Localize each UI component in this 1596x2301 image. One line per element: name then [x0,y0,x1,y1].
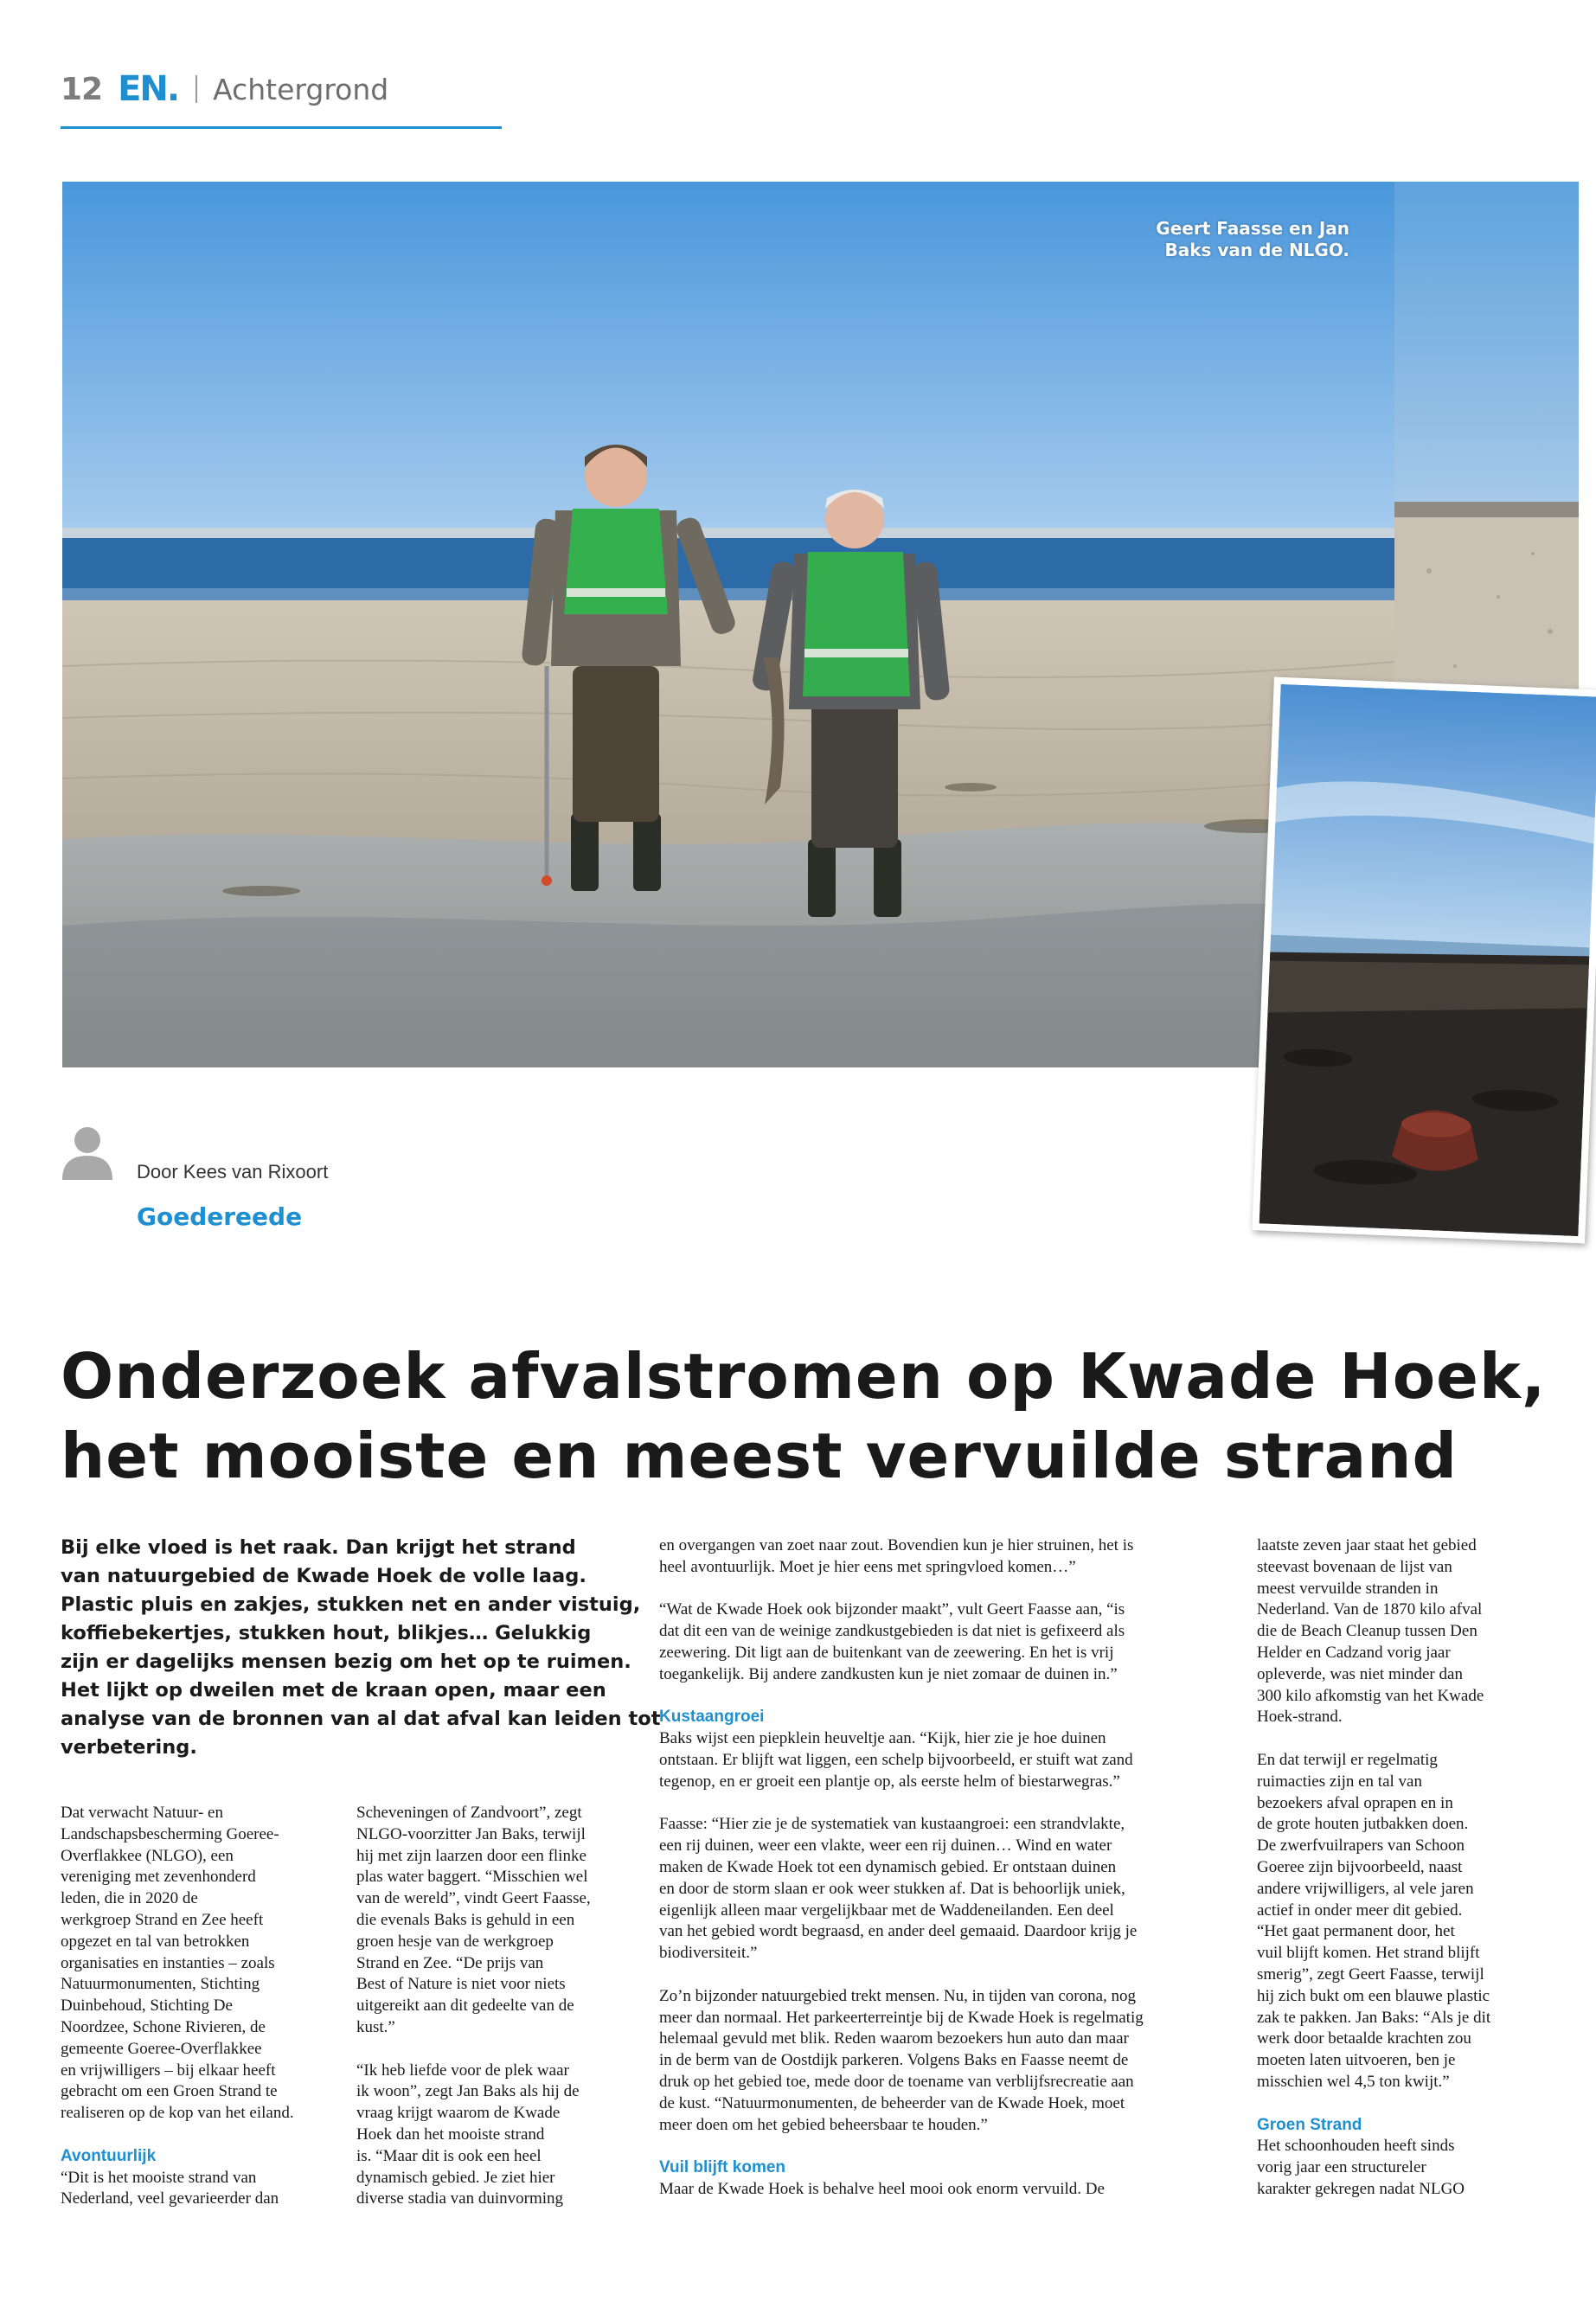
body-line: en vrijwilligers – bij elkaar heeft [61,2061,276,2080]
body-line: ik woon”, zegt Jan Baks als hij de [356,2082,580,2101]
body-line: toegankelijk. Bij andere zandkusten kun je niet zomaar de duinen in.” [659,1664,1118,1683]
inset-photo [1252,677,1596,1244]
paragraph-gap [659,1579,1230,1600]
body-line: meest vervuilde stranden in [1257,1579,1439,1598]
body-line: misschien wel 4,5 ton kwijt.” [1257,2072,1450,2091]
body-line: Scheveningen of Zandvoort”, zegt [356,1804,582,1822]
body-line: vorig jaar een structureler [1257,2158,1426,2177]
body-line: Natuurmonumenten, Stichting [61,1975,260,1994]
body-line: bezoekers afval oprapen en in [1257,1793,1453,1812]
body-line: hij zich bukt om een blauwe plastic [1257,1986,1490,2005]
side-photo [1394,182,1579,709]
body-line: opgezet en tal van betrokken [61,1932,250,1951]
body-line: andere vrijwilligers, al vele jaren [1257,1879,1474,1898]
photo-caption [1073,218,1349,261]
body-line: Nederland, veel gevarieerder dan [61,2189,279,2208]
body-line: Landschapsbescherming Goeree- [61,1824,279,1843]
author-avatar-icon [62,1125,112,1180]
body-line: Het schoonhouden heeft sinds [1257,2137,1455,2156]
body-line: “Het gaat permanent door, het [1257,1922,1455,1941]
body-line: plas water baggert. “Misschien wel [356,1868,588,1887]
paragraph-gap [356,2039,642,2061]
body-line: van de wereld”, vindt Geert Faasse, [356,1889,591,1908]
headline-line: het mooiste en meest vervuilde strand [61,1420,1458,1492]
intro-line: koffiebekertjes, stukken hout, blikjes… Gelukkig [61,1622,592,1644]
body-line: de grote houten jutbakken doen. [1257,1815,1469,1834]
body-line: gebracht om een Groen Strand te [61,2082,278,2101]
brand-logo: EN. [118,69,179,109]
body-line: laatste zeven jaar staat het gebied [1257,1536,1477,1554]
body-line: Overflakkee (NLGO), een [61,1846,234,1865]
body-line: Goeree zijn bijvoorbeeld, naast [1257,1857,1463,1876]
body-line: uitgereikt aan dit gedeelte van de [356,1997,574,2016]
body-line: in de berm van de Oostdijk parkeren. Volgens Baks en Faasse neemt de [659,2051,1129,2070]
intro-line: analyse van de bronnen van al dat afval kan leiden tot [61,1708,661,1730]
body-line: actief in onder meer dit gebied. [1257,1900,1463,1920]
body-column-2 [356,1803,642,2210]
intro-line: verbetering. [61,1736,197,1759]
body-column-3 [659,1535,1230,2201]
body-line: Maar de Kwade Hoek is behalve heel mooi ook enorm vervuild. De [659,2179,1105,2198]
subheading-vuil-blijft-komen: Vuil blijft komen [659,2158,786,2177]
body-line: van het gebied wordt begraasd, en ander deel gemaaid. Daardoor krijg je [659,1922,1138,1941]
body-line: die evenals Baks is gehuld in een [356,1910,575,1929]
intro-line: van natuurgebied de Kwade Hoek de volle laag. [61,1565,586,1587]
paragraph-gap [1257,2093,1551,2115]
body-line: Nederland. Van de 1870 kilo afval [1257,1600,1483,1619]
main-photo [62,182,1394,1067]
intro-line: zijn er dagelijks mensen bezig om het op te ruimen. [61,1650,631,1673]
paragraph-gap [1257,1728,1551,1750]
body-line: biodiversiteit.” [659,1944,758,1963]
body-line: hij met zijn laarzen door een flinke [356,1846,586,1865]
body-line: smerig”, zegt Geert Faasse, terwijl [1257,1965,1484,1984]
body-line: zeewering. Dit ligt aan de buitenkant van de zeewering. En het is vrij [659,1643,1114,1662]
body-line: Strand en Zee. “De prijs van [356,1953,544,1972]
intro-line: Het lijkt op dweilen met de kraan open, maar een [61,1679,606,1702]
body-line: organisaties en instanties – zoals [61,1953,275,1972]
body-line: groen hesje van de werkgroep [356,1932,554,1951]
body-line: maken de Kwade Hoek tot een dynamisch gebied. Er ontstaan duinen [659,1857,1117,1876]
intro-line: Bij elke vloed is het raak. Dan krijgt het strand [61,1536,576,1559]
body-line: ruimacties zijn en tal van [1257,1772,1422,1791]
page-number: 12 [61,71,103,107]
body-line: realiseren op de kop van het eiland. [61,2104,294,2123]
body-line: Dat verwacht Natuur- en [61,1804,223,1822]
paragraph-gap [659,1965,1230,1986]
body-line: moeten laten uitvoeren, ben je [1257,2051,1456,2070]
headline [61,1336,1566,1496]
body-line: Duinbehoud, Stichting De [61,1997,233,2016]
body-line: leden, die in 2020 de [61,1889,198,1908]
body-line: tegenop, en er groeit een plantje op, als eerste helm of biestarwegras.” [659,1772,1120,1791]
body-line: ontstaan. Er blijft wat liggen, een schelp bijvoorbeeld, er stuift wat zand [659,1750,1133,1769]
body-line: NLGO-voorzitter Jan Baks, terwijl [356,1824,586,1843]
body-line: Hoek-strand. [1257,1708,1343,1727]
body-line: helemaal gevuld met blik. Reden waarom bezoekers hun auto dan maar [659,2029,1129,2048]
body-line: De zwerfvuilrapers van Schoon [1257,1836,1465,1856]
body-line: vraag krijgt waarom de Kwade [356,2104,561,2123]
body-line: heel avontuurlijk. Moet je hier eens met springvloed komen…” [659,1557,1076,1576]
paragraph-gap [659,2136,1230,2157]
dateline-location: Goedereede [137,1202,303,1231]
body-column-1 [61,1803,346,2210]
body-line: gemeente Goeree-Overflakkee [61,2039,262,2058]
body-line: karakter gekregen nadat NLGO [1257,2179,1465,2198]
intro-line: Plastic pluis en zakjes, stukken net en ander vistuig, [61,1593,641,1616]
paragraph-gap [659,1686,1230,1708]
section-title: Achtergrond [213,72,389,106]
paragraph-gap [659,1793,1230,1815]
body-line: “Ik heb liefde voor de plek waar [356,2061,569,2080]
body-line: zak te pakken. Jan Baks: “Als je dit [1257,2008,1491,2027]
byline-author: Door Kees van Rixoort [137,1161,329,1183]
body-line: dynamisch gebied. Je ziet hier [356,2168,555,2187]
body-line: meer doen om het gebied beheersbaar te houden.” [659,2115,988,2134]
headline-line: Onderzoek afvalstromen op Kwade Hoek, [61,1340,1547,1413]
body-line: 300 kilo afkomstig van het Kwade [1257,1686,1484,1705]
body-line: Hoek dan het mooiste strand [356,2125,545,2144]
body-line: en overgangen van zoet naar zout. Bovendien kun je hier struinen, het is [659,1536,1134,1554]
body-line: steevast bovenaan de lijst van [1257,1557,1452,1576]
subheading-avontuurlijk: Avontuurlijk [61,2146,157,2165]
body-line: druk op het gebied toe, mede door de toename van verblijfsrecreatie aan [659,2072,1134,2091]
body-line: vuil blijft komen. Het strand blijft [1257,1944,1480,1963]
body-line: een rij duinen, weer een vlakte, weer een rij duinen… Wind en water [659,1836,1112,1856]
body-line: Best of Nature is niet voor niets [356,1975,566,1994]
body-line: is. “Maar dit is ook een heel [356,2146,542,2165]
body-line: diverse stadia van duinvorming [356,2189,564,2208]
body-line: de kust. “Natuurmonumenten, de beheerder van de Kwade Hoek, moet [659,2093,1125,2112]
body-line: opleverde, was niet minder dan [1257,1664,1463,1683]
body-line: eigenlijk alleen maar vergelijkbaar met de Waddeneilanden. Een deel [659,1900,1114,1920]
body-line: meer dan normaal. Het parkeerterreintje bij de Kwade Hoek is regelmatig [659,2008,1144,2027]
body-line: Zo’n bijzonder natuurgebied trekt mensen. Nu, in tijden van corona, nog [659,1986,1137,2005]
photo-caption-line: Baks van de NLGO. [1164,240,1349,260]
photo-caption-line: Geert Faasse en Jan [1156,218,1349,239]
page-header [61,67,388,111]
body-line: En dat terwijl er regelmatig [1257,1750,1438,1769]
body-line: werkgroep Strand en Zee heeft [61,1910,264,1929]
body-line: kust.” [356,2017,395,2036]
body-line: Helder en Cadzand vorig jaar [1257,1643,1451,1662]
paragraph-gap [61,2125,346,2146]
body-line: vereniging met zevenhonderd [61,1868,256,1887]
subheading-groen-strand: Groen Strand [1257,2115,1362,2134]
body-column-4 [1257,1535,1551,2201]
body-line: dat dit een van de weinige zandkustgebieden is dat niet is gefixeerd als [659,1622,1125,1641]
body-line: Faasse: “Hier zie je de systematiek van kustaangroei: een strandvlakte, [659,1815,1125,1834]
intro-paragraph [61,1534,661,1762]
header-rule [61,126,502,129]
body-line: “Dit is het mooiste strand van [61,2168,257,2187]
body-line: Baks wijst een piepklein heuveltje aan. “Kijk, hier zie je hoe duinen [659,1729,1106,1748]
header-divider [195,75,197,103]
body-line: “Wat de Kwade Hoek ook bijzonder maakt”, vult Geert Faasse aan, “is [659,1600,1125,1619]
subheading-kustaangroei: Kustaangroei [659,1708,765,1727]
body-line: en door de storm slaan er ook weer stukken af. Dat is behoorlijk uniek, [659,1879,1125,1898]
body-line: die de Beach Cleanup tussen Den [1257,1622,1477,1641]
body-line: Noordzee, Schone Rivieren, de [61,2017,266,2036]
body-line: werk door betaalde krachten zou [1257,2029,1471,2048]
